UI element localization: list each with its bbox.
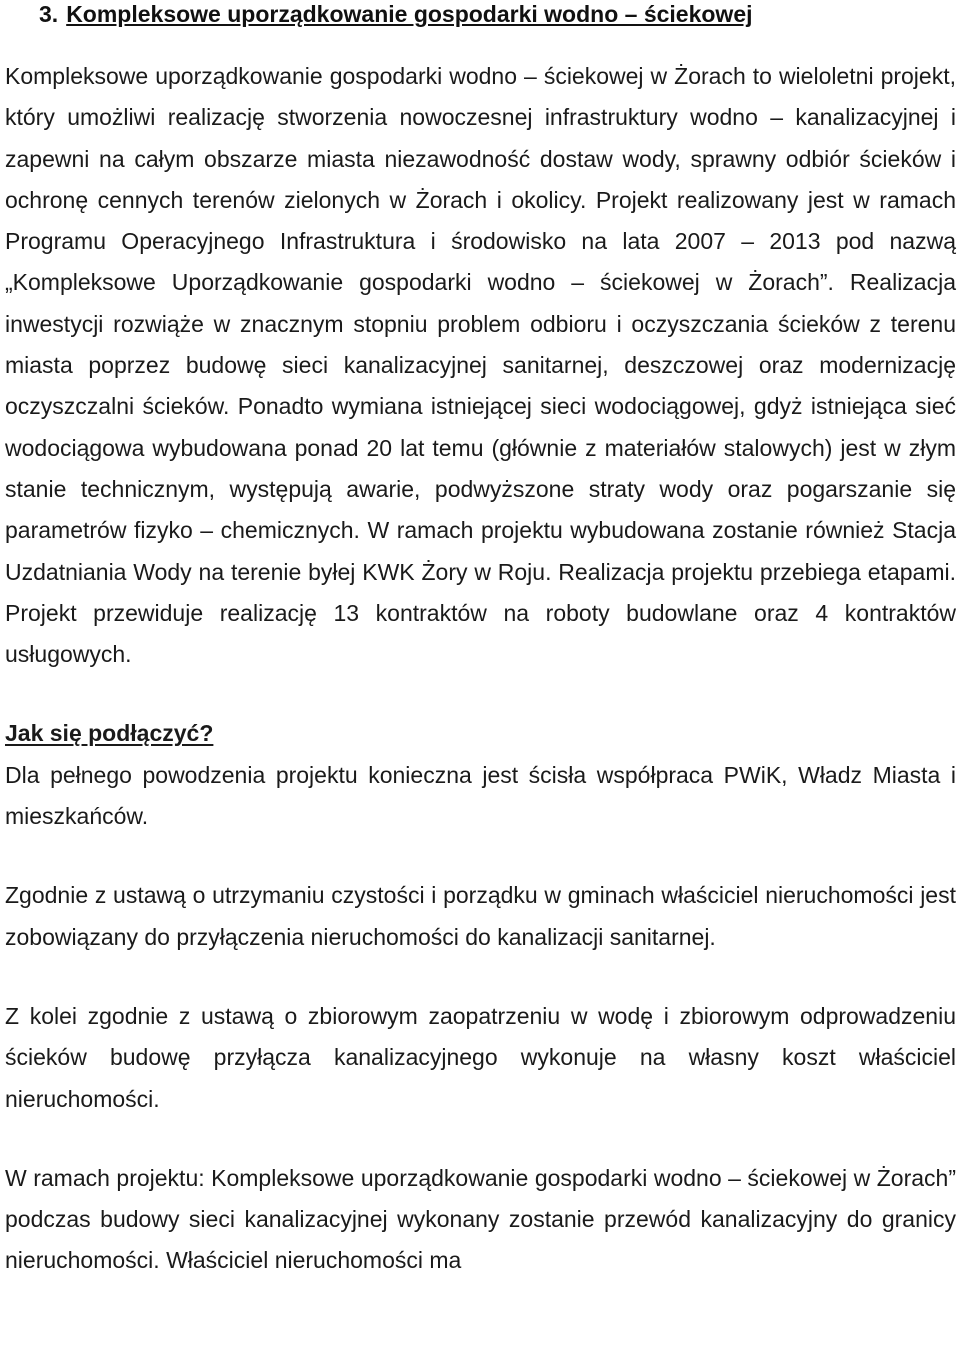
subheading-how-to-connect: Jak się podłączyć? <box>5 720 214 747</box>
paragraph-project-scope: W ramach projektu: Kompleksowe uporządkowanie gospodarki wodno – ściekowej w Żorach” podczas budowy sieci kanalizacyjnej wykonany zostanie przewód kanalizacyjny do granicy nieruchomości. Właściciel nieruchomości ma <box>5 1164 956 1274</box>
section-heading <box>5 0 956 28</box>
paragraph-obligation: Zgodnie z ustawą o utrzymaniu czystości i porządku w gminach właściciel nieruchomości jest zobowiązany do przyłączenia nieruchomości do kanalizacji sanitarnej. <box>5 882 956 950</box>
paragraph-owner-cost: Z kolei zgodnie z ustawą o zbiorowym zaopatrzeniu w wodę i zbiorowym odprowadzeniu ścieków budowę przyłącza kanalizacyjnego wykonuje na własny koszt właściciel nieruchomości. <box>5 1002 956 1112</box>
paragraph-cooperation: Dla pełnego powodzenia projektu konieczna jest ścisła współpraca PWiK, Władz Miasta i mieszkańców. <box>5 761 956 830</box>
section-title: Kompleksowe uporządkowanie gospodarki wodno – ściekowej <box>66 1 753 27</box>
section-number: 3. <box>39 1 59 27</box>
intro-paragraph: Kompleksowe uporządkowanie gospodarki wodno – ściekowej w Żorach to wieloletni projekt, który umożliwi realizację stworzenia nowoczesnej infrastruktury wodno – kanalizacyjnej i zapewni na całym obszarze miasta niezawodność dostaw wody, sprawny odbiór ścieków i ochronę cennych terenów zielonych w Żorach i okolicy. Projekt realizowany jest w ramach Programu Operacyjnego Infrastruktura i środowisko na lata 2007 – 2013 pod nazwą „Kompleksowe Uporządkowanie gospodarki wodno – ściekowej w Żorach”. Realizacja inwestycji rozwiąże w znacznym stopniu problem odbioru i oczyszczania ścieków z terenu miasta poprzez budowę sieci kanalizacyjnej sanitarnej, deszczowej oraz modernizację oczyszczalni ścieków. Ponadto wymiana istniejącej sieci wodociągowej, gdyż istniejąca sieć wodociągowa wybudowana ponad 20 lat temu (głównie z materiałów stalowych) jest w złym stanie technicznym, występują awarie, podwyższone straty wody oraz pogarszanie się parametrów fizyko – chemicznych. W ramach projektu wybudowana zostanie również Stacja Uzdatniania Wody na terenie byłej KWK Żory w Roju. Realizacja projektu przebiega etapami. Projekt przewiduje realizację 13 kontraktów na roboty budowlane oraz 4 kontraktów usługowych. <box>5 63 956 668</box>
